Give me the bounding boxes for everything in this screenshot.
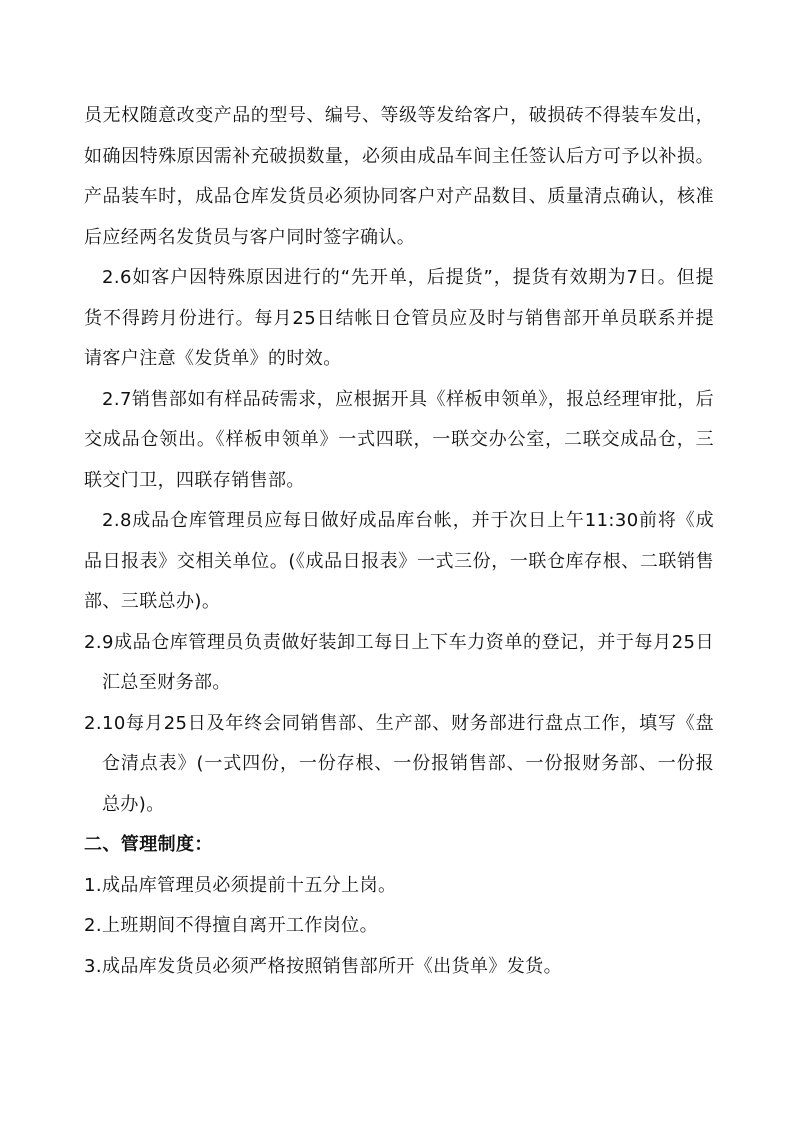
rule-item-2: 2.上班期间不得擅自离开工作岗位。 xyxy=(84,915,378,936)
document-body xyxy=(84,96,714,987)
rule-item-1: 1.成品库管理员必须提前十五分上岗。 xyxy=(84,874,397,896)
paragraph-2-9: 2.9成品仓库管理员负责做好装卸工每日上下车力资单的登记，并于每月25日汇总至财务部。 xyxy=(84,631,714,693)
paragraph-2-8: 2.8成品仓库管理员应每日做好成品库台帐，并于次日上午11:30前将《成品日报表》交相关单位。(《成品日报表》一式三份，一联仓库存根、二联销售部、三联总办)。 xyxy=(84,510,714,612)
section-heading-management: 二、管理制度： xyxy=(84,834,213,855)
paragraph-delivery-rules: 员无权随意改变产品的型号、编号、等级等发给客户，破损砖不得装车发出，如确因特殊原因需补充破损数量，必须由成品车间主任签认后方可予以补损。产品装车时，成品仓库发货员必须协同客户对产品数目、质量清点确认，核准后应经两名发货员与客户同时签字确认。 xyxy=(84,105,714,248)
paragraph-2-6: 2.6如客户因特殊原因进行的“先开单，后提货”，提货有效期为7日。但提货不得跨月份进行。每月25日结帐日仓管员应及时与销售部开单员联系并提请客户注意《发货单》的时效。 xyxy=(84,267,714,369)
rule-item-3: 3.成品库发货员必须严格按照销售部所开《出货单》发货。 xyxy=(84,955,562,977)
paragraph-2-10: 2.10每月25日及年终会同销售部、生产部、财务部进行盘点工作，填写《盘仓清点表》(一式四份，一份存根、一份报销售部、一份报财务部、一份报总办)。 xyxy=(84,712,714,815)
paragraph-2-7: 2.7销售部如有样品砖需求，应根据开具《样板申领单》，报总经理审批，后交成品仓领出。《样板申领单》一式四联，一联交办公室，二联交成品仓，三联交门卫，四联存销售部。 xyxy=(84,388,714,491)
